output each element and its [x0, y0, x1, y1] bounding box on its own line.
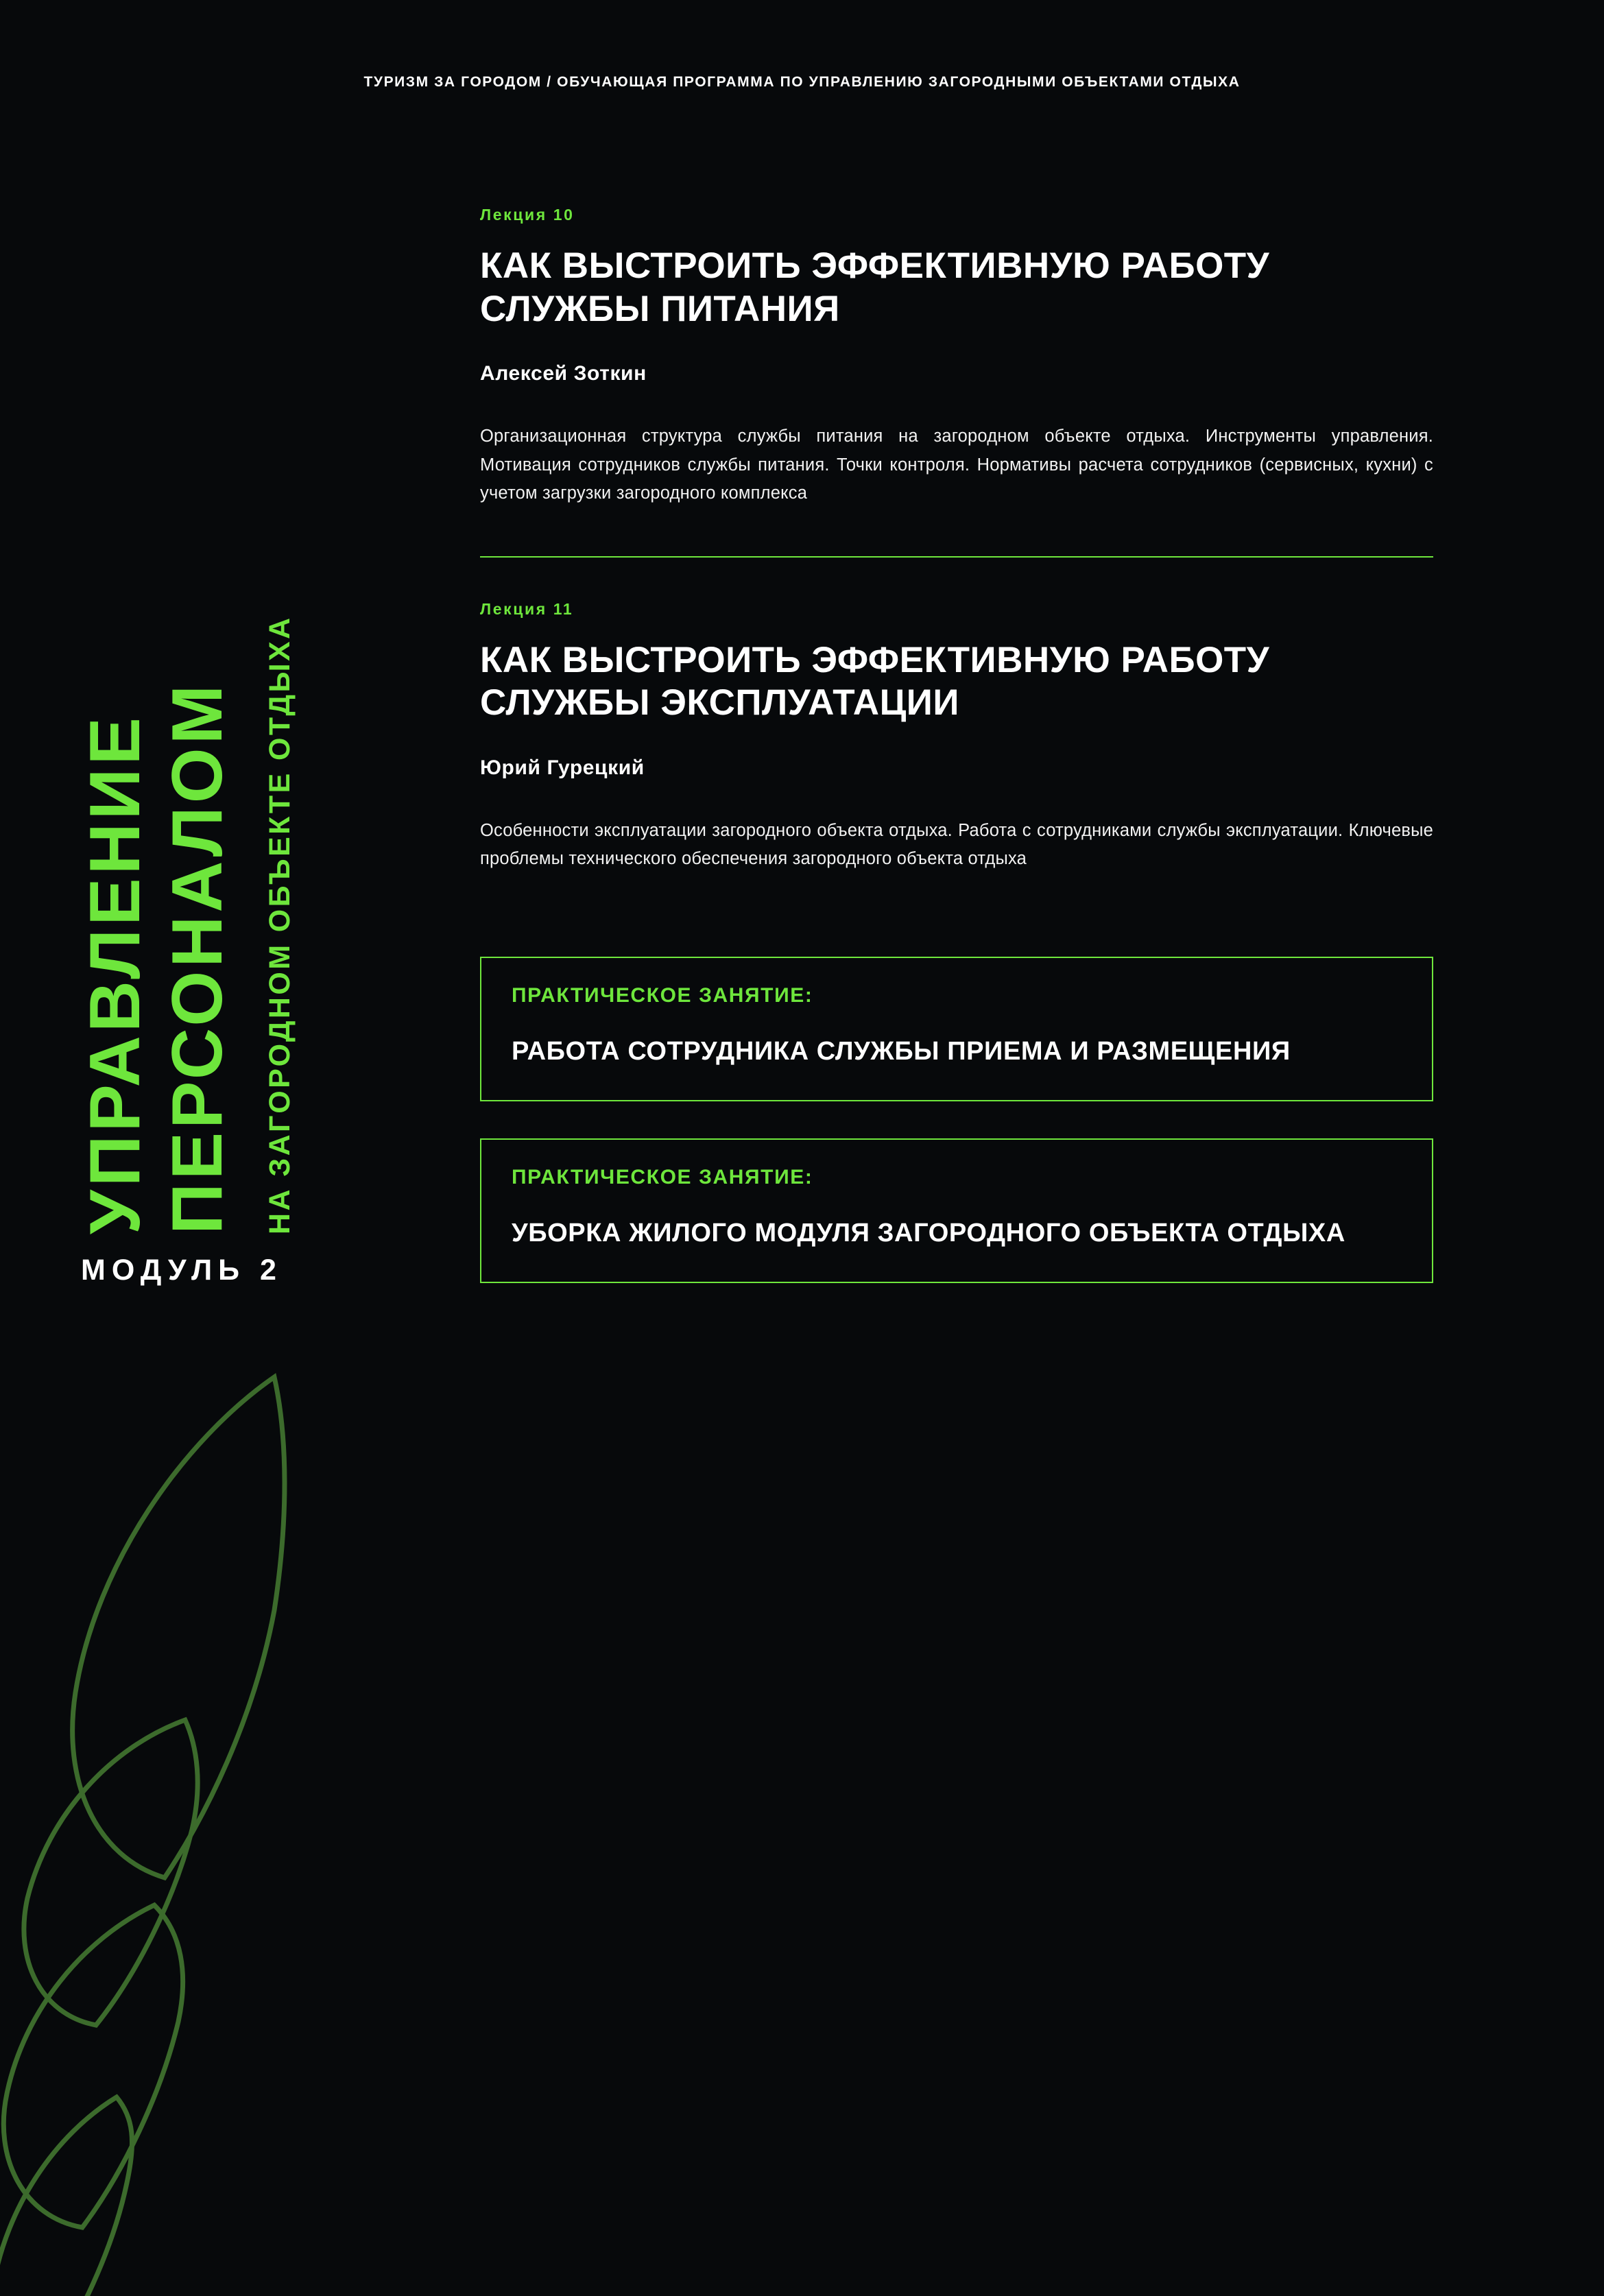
lecture-description: Особенности эксплуатации загородного объекта отдыха. Работа с сотрудниками службы эксплуатации. Ключевые проблемы технического обеспечения загородного объекта отдыха	[480, 820, 1433, 869]
lecture-author: Алексей Зоткин	[480, 362, 647, 385]
sidebar	[0, 0, 453, 2269]
vertical-title-line2: ПЕРСОНАЛОМ	[158, 681, 237, 1234]
practice-kicker: ПРАКТИЧЕСКОЕ ЗАНЯТИЕ:	[512, 984, 813, 1007]
lecture-block	[480, 600, 1433, 874]
practice-kicker: ПРАКТИЧЕСКОЕ ЗАНЯТИЕ:	[512, 1166, 813, 1189]
module-label: МОДУЛЬ 2	[81, 1254, 283, 1287]
vertical-title-line1: УПРАВЛЕНИЕ	[75, 714, 155, 1234]
vertical-title-group	[69, 206, 384, 1234]
page-header: ТУРИЗМ ЗА ГОРОДОМ / ОБУЧАЮЩАЯ ПРОГРАММА ПО УПРАВЛЕНИЮ ЗАГОРОДНЫМИ ОБЪЕКТАМИ ОТДЫХА	[363, 74, 1241, 90]
lecture-tag: Лекция 11	[480, 599, 574, 618]
lecture-title: КАК ВЫСТРОИТЬ ЭФФЕКТИВНУЮ РАБОТУ СЛУЖБЫ ЭКСПЛУАТАЦИИ	[480, 639, 1270, 724]
practice-card	[480, 1138, 1433, 1283]
lecture-title: КАК ВЫСТРОИТЬ ЭФФЕКТИВНУЮ РАБОТУ СЛУЖБЫ ПИТАНИЯ	[480, 246, 1270, 329]
main-content	[480, 206, 1433, 1320]
lecture-description: Организационная структура службы питания на загородном объекте отдыха. Инструменты управления. Мотивация сотрудников службы питания. Точки контроля. Нормативы расчета сотрудников (сервисных, кухни) с учетом загрузки загородного комплекса	[480, 427, 1433, 503]
section-divider	[480, 556, 1433, 558]
vertical-subtitle: НА ЗАГОРОДНОМ ОБЪЕКТЕ ОТДЫХА	[263, 615, 296, 1234]
practice-title: УБОРКА ЖИЛОГО МОДУЛЯ ЗАГОРОДНОГО ОБЪЕКТА ОТДЫХА	[512, 1219, 1345, 1248]
leaf-decoration-icon	[0, 1336, 405, 2296]
lecture-tag: Лекция 10	[480, 206, 575, 224]
spacer	[480, 891, 1433, 957]
practice-title: РАБОТА СОТРУДНИКА СЛУЖБЫ ПРИЕМА И РАЗМЕЩЕНИЯ	[512, 1037, 1291, 1066]
practice-card	[480, 957, 1433, 1101]
lecture-author: Юрий Гурецкий	[480, 756, 645, 779]
lecture-block	[480, 206, 1433, 508]
